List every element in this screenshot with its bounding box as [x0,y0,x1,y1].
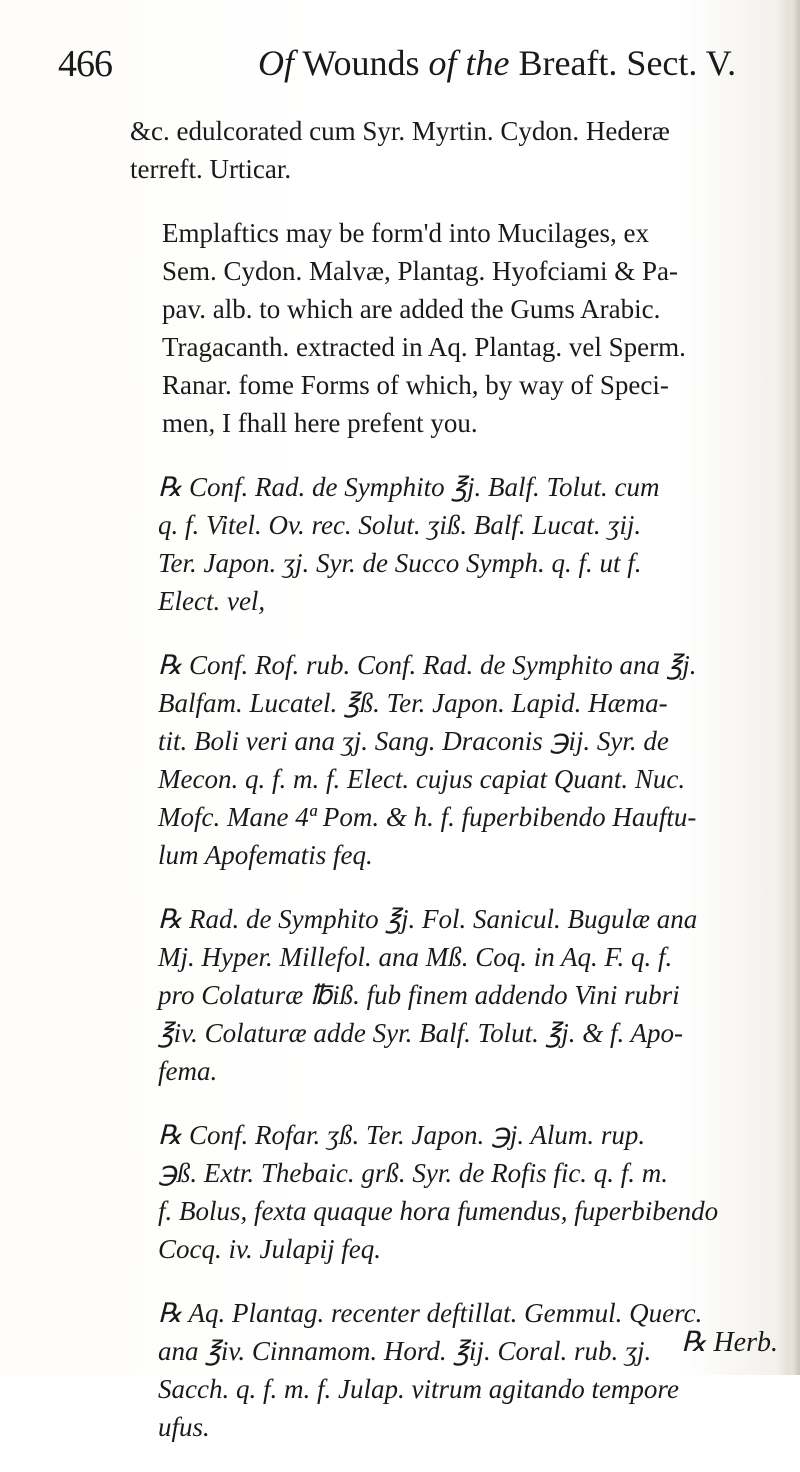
catchword-text: ℞ Herb. [681,1327,778,1358]
text-line: Elect. vel, [158,586,266,616]
running-head-main: Wounds [302,43,420,83]
running-head-section: Sect. V. [626,43,737,83]
text-line: Mecon. q. f. m. f. Elect. cujus capiat Quant. Nuc. [158,764,686,794]
text-line: pro Colaturæ ℔iß. fub finem addendo Vini rubri [158,980,680,1010]
text-line: ℞ Rad. de Symphito ℥j. Fol. Sanicul. Bugulæ ana [158,904,698,934]
text-line: Mofc. Mane 4ª Pom. & h. f. fuperbibendo Hauftu- [158,802,697,832]
text-line: terreft. Urticar. [130,154,292,184]
text-line: ufus. [158,1412,210,1442]
catchword [681,1325,778,1359]
text-line: ana ℥iv. Cinnamom. Hord. ℥ij. Coral. rub. ʒj. [158,1336,652,1366]
text-line: ℞ Conf. Rofar. ʒß. Ter. Japon. ℈j. Alum. rup. [158,1120,646,1150]
text-line: ℞ Conf. Rad. de Symphito ℥j. Balf. Tolut. cum [158,472,660,502]
text-line: Emplaftics may be form'd into Mucilages, ex [162,218,649,248]
paragraph-continuation [130,112,775,188]
text-line: Balfam. Lucatel. ℥ß. Ter. Japon. Lapid. Hæma- [158,688,668,718]
text-line: Sacch. q. f. m. f. Julap. vitrum agitando tempore [158,1374,679,1404]
running-head-the: the [465,43,510,83]
text-line: ℞ Aq. Plantag. recenter deftillat. Gemmul. Querc. [158,1298,703,1328]
running-head-of: of [428,43,457,83]
text-line: Tragacanth. extracted in Aq. Plantag. vel Sperm. [162,332,686,362]
page-header [58,42,778,92]
text-line: Ranar. fome Forms of which, by way of Speci- [162,370,669,400]
text-line: Mj. Hyper. Millefol. ana Mß. Coq. in Aq. F. q. f. [158,942,673,972]
text-line: &c. edulcorated cum Syr. Myrtin. Cydon. Hederæ [130,116,670,146]
text-line: Cocq. iv. Julapij feq. [158,1234,381,1264]
running-head-prefix: Of [258,43,294,83]
text-line: ℈ß. Extr. Thebaic. grß. Syr. de Rofis fic. q. f. m. [158,1158,669,1188]
page-number: 466 [58,43,112,85]
text-line: fema. [158,1056,218,1086]
text-line: men, I fhall here prefent you. [162,408,478,438]
text-line: tit. Boli veri ana ʒj. Sang. Draconis ℈ij. Syr. de [158,726,669,756]
text-line: f. Bolus, fexta quaque hora fumendus, fuperbibendo [158,1196,719,1226]
running-head [258,42,736,84]
text-line: Ter. Japon. ʒj. Syr. de Succo Symph. q. f. ut f. [158,548,642,578]
recipe-3 [130,900,775,1090]
paragraph-emplastics [130,214,775,442]
recipe-1 [130,468,775,620]
page-edge-shadow [782,0,800,1375]
recipe-2 [130,646,775,874]
recipe-5 [130,1294,775,1446]
running-head-breast: Breaft. [518,43,618,83]
text-line: ℥iv. Colaturæ adde Syr. Balf. Tolut. ℥j. & f. Apo- [158,1018,683,1048]
text-line: ℞ Conf. Rof. rub. Conf. Rad. de Symphito ana ℥j. [158,650,697,680]
body-text [130,112,775,1472]
text-line: lum Apofematis feq. [158,840,373,870]
text-line: pav. alb. to which are added the Gums Arabic. [162,294,661,324]
text-line: Sem. Cydon. Malvæ, Plantag. Hyofciami & Pa- [162,256,678,286]
text-line: q. f. Vitel. Ov. rec. Solut. ʒiß. Balf. Lucat. ʒij. [158,510,642,540]
recipe-4 [130,1116,775,1268]
